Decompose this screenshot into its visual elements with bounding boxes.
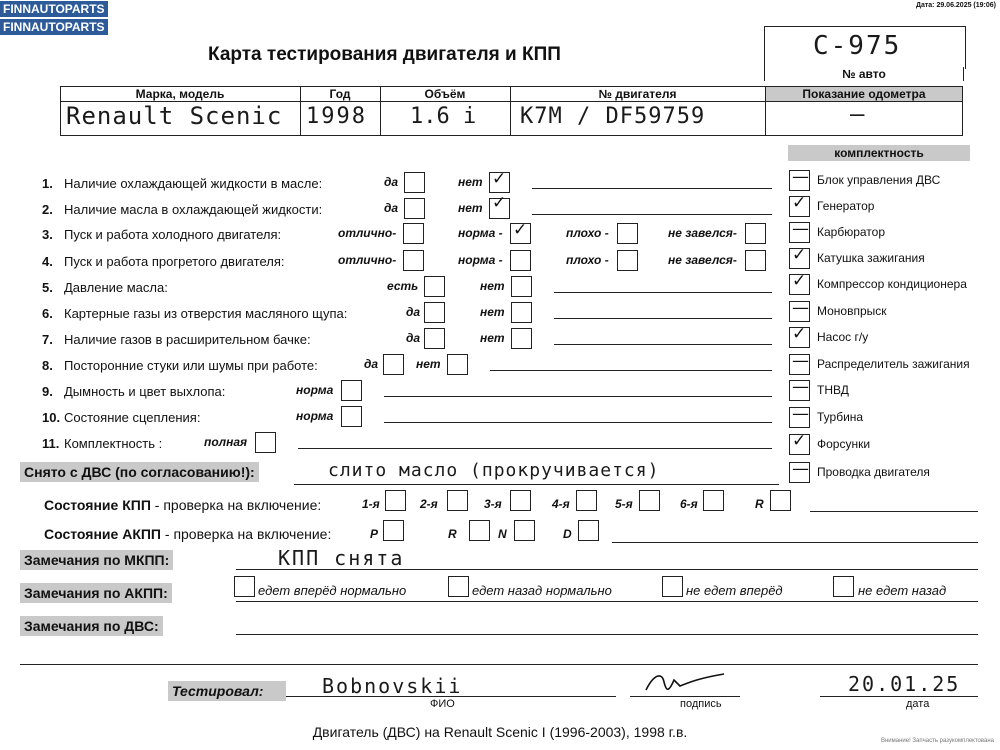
komplekt-mark-11: ✓ — [792, 431, 807, 451]
akpp-remark-1-label: едет вперёд нормально — [258, 583, 407, 598]
value-year: 1998 — [306, 104, 367, 129]
komplekt-item-9: ТНВД — [817, 383, 849, 397]
question-7-text: Наличие газов в расширительном бачке: — [64, 332, 311, 347]
fill-line — [236, 601, 978, 602]
date-label: дата — [906, 698, 930, 710]
option-ne-zavelsya: не завелся- — [668, 253, 737, 267]
date-value: 20.01.25 — [848, 672, 961, 696]
option-net: нет — [458, 175, 483, 189]
akpp-gear-label: D — [563, 527, 572, 541]
option-net: нет — [416, 357, 441, 371]
fill-line — [554, 292, 772, 293]
komplekt-title: комплектность — [788, 145, 970, 161]
question-11-text: Комплектность : — [64, 436, 163, 451]
question-10-number: 10. — [42, 410, 61, 425]
akpp-gear-1-checkbox[interactable] — [383, 520, 404, 541]
akpp-label: Состояние АКПП - проверка на включение: — [44, 526, 332, 542]
question-1-da-checkbox[interactable] — [404, 172, 425, 193]
question-5-text: Давление масла: — [64, 280, 168, 295]
akpp-remark-2-checkbox[interactable] — [448, 576, 469, 597]
question-1-number: 1. — [42, 176, 53, 191]
value-odometer: — — [850, 100, 867, 128]
option-net: нет — [480, 331, 505, 345]
question-4-number: 4. — [42, 254, 53, 269]
question-4-norma-checkbox[interactable] — [510, 250, 531, 271]
komplekt-item-4: Катушка зажигания — [817, 251, 925, 265]
akpp-remark-1-checkbox[interactable] — [234, 576, 255, 597]
fill-line — [554, 344, 772, 345]
tester-name: Bobnovskii — [322, 674, 463, 698]
question-7-net-checkbox[interactable] — [511, 328, 532, 349]
komplekt-item-2: Генератор — [817, 199, 875, 213]
option-da: да — [364, 357, 379, 371]
question-5-net-checkbox[interactable] — [511, 276, 532, 297]
komplekt-mark-5: ✓ — [792, 271, 807, 291]
option-ne-zavelsya: не завелся- — [668, 226, 737, 240]
question-7-da-checkbox[interactable] — [424, 328, 445, 349]
option-net: нет — [480, 305, 505, 319]
kpp-gear-1-checkbox[interactable] — [385, 490, 406, 511]
col-odometer: Показание одометра — [766, 87, 962, 101]
option-da: да — [406, 305, 421, 319]
kpp-gear-7-checkbox[interactable] — [770, 490, 791, 511]
tested-label: Тестировал: — [168, 681, 286, 701]
komplekt-mark-8: — — [792, 351, 809, 371]
akpp-remark-3-label: не едет вперёд — [686, 583, 783, 598]
question-4-ploho-checkbox[interactable] — [617, 250, 638, 271]
kpp-gear-label: 4-я — [552, 497, 570, 511]
auto-number-label: № авто — [764, 67, 964, 81]
removed-note: слито масло (прокручивается) — [328, 460, 660, 481]
mkpp-remarks-note: КПП снята — [278, 546, 405, 570]
question-7-number: 7. — [42, 332, 53, 347]
page-title: Карта тестирования двигателя и КПП — [208, 44, 561, 65]
akpp-gear-2-checkbox[interactable] — [469, 520, 490, 541]
question-6-text: Картерные газы из отверстия масляного щупа: — [64, 306, 348, 321]
value-engine-no: K7M / DF59759 — [520, 104, 706, 129]
option-ploho: плохо - — [566, 226, 609, 240]
fill-line — [384, 422, 772, 423]
col-model: Марка, модель — [135, 87, 225, 101]
option-net: нет — [458, 201, 483, 215]
option-ploho: плохо - — [566, 253, 609, 267]
komplekt-mark-7: ✓ — [792, 324, 807, 344]
komplekt-item-11: Форсунки — [817, 437, 871, 451]
removed-label: Снято с ДВС (по согласованию!): — [20, 462, 259, 482]
kpp-gear-label: R — [755, 497, 764, 511]
kpp-gear-label: 6-я — [680, 497, 698, 511]
question-6-number: 6. — [42, 306, 53, 321]
question-3-text: Пуск и работа холодного двигателя: — [64, 227, 282, 242]
col-year: Год — [329, 87, 351, 101]
fill-line — [554, 318, 772, 319]
question-1-text: Наличие охлаждающей жидкости в масле: — [64, 176, 323, 191]
caption: Двигатель (ДВС) на Renault Scenic I (1996-2003), 1998 г.в. — [312, 724, 688, 740]
watermark: Внимание! Запчасть разукомплектована — [880, 738, 994, 744]
akpp-remark-4-label: не едет назад — [858, 583, 947, 598]
option-polnaya: полная — [204, 435, 248, 449]
akpp-remark-4-checkbox[interactable] — [833, 576, 854, 597]
akpp-remark-2-label: едет назад нормально — [472, 583, 612, 598]
auto-number-box — [764, 26, 966, 69]
question-11-number: 11. — [42, 436, 60, 451]
komplekt-mark-9: — — [792, 377, 809, 397]
mkpp-remarks-label: Замечания по МКПП: — [20, 550, 173, 570]
col-engine-no: № двигателя — [598, 87, 677, 101]
kpp-gear-label: 5-я — [615, 497, 633, 511]
question-6-da-checkbox[interactable] — [424, 302, 445, 323]
question-3-ploho-checkbox[interactable] — [617, 223, 638, 244]
komplekt-item-1: Блок управления ДВС — [817, 173, 941, 187]
option-da: да — [384, 175, 399, 189]
fill-line — [532, 188, 772, 189]
question-8-net-checkbox[interactable] — [447, 354, 468, 375]
brand-logo: FINNAUTOPARTS — [0, 1, 108, 17]
option-da: да — [384, 201, 399, 215]
fill-line — [490, 370, 772, 371]
question-2-text: Наличие масла в охлаждающей жидкости: — [64, 202, 323, 217]
question-9-norma-checkbox[interactable] — [341, 380, 362, 401]
akpp-gear-label: R — [448, 527, 457, 541]
komplekt-item-10: Турбина — [817, 410, 864, 424]
option-norma: норма — [296, 409, 334, 423]
question-2-check-mark: ✓ — [492, 193, 507, 213]
question-9-number: 9. — [42, 384, 53, 399]
question-10-norma-checkbox[interactable] — [341, 406, 362, 427]
kpp-gear-5-checkbox[interactable] — [639, 490, 660, 511]
komplekt-item-12: Проводка двигателя — [817, 465, 930, 479]
akpp-gear-4-checkbox[interactable] — [578, 520, 599, 541]
auto-number-value: C-975 — [813, 31, 902, 61]
option-est: есть — [387, 279, 419, 293]
question-8-number: 8. — [42, 358, 53, 373]
akpp-gear-label: P — [370, 527, 379, 541]
komplekt-item-6: Моновпрыск — [817, 304, 887, 318]
question-2-number: 2. — [42, 202, 53, 217]
fill-line — [298, 448, 772, 449]
brand-logo-secondary: FINNAUTOPARTS — [0, 19, 108, 35]
komplekt-mark-12: — — [792, 459, 809, 479]
question-2-da-checkbox[interactable] — [404, 198, 425, 219]
option-net: нет — [480, 279, 505, 293]
kpp-gear-label: 2-я — [420, 497, 438, 511]
header-table — [60, 86, 963, 136]
question-3-check-mark: ✓ — [513, 220, 528, 240]
akpp-gear-label: N — [498, 527, 507, 541]
question-3-otlichno-checkbox[interactable] — [403, 223, 424, 244]
fio-label: ФИО — [430, 698, 455, 710]
question-5-est-checkbox[interactable] — [424, 276, 445, 297]
question-4-text: Пуск и работа прогретого двигателя: — [64, 254, 285, 269]
option-da: да — [406, 331, 421, 345]
print-date: Дата: 29.06.2025 (19:06) — [915, 2, 996, 9]
question-9-text: Дымность и цвет выхлопа: — [64, 384, 226, 399]
fill-line — [384, 396, 772, 397]
fill-line — [532, 214, 772, 215]
question-3-ne-zavelsya-checkbox[interactable] — [745, 223, 766, 244]
question-11-polnaya-checkbox[interactable] — [255, 432, 276, 453]
akpp-remarks-label: Замечания по АКПП: — [20, 583, 172, 603]
komplekt-mark-6: — — [792, 298, 809, 318]
komplekt-mark-4: ✓ — [792, 245, 807, 265]
question-1-check-mark: ✓ — [492, 169, 507, 189]
dvs-remarks-label: Замечания по ДВС: — [20, 616, 163, 636]
col-volume: Объём — [424, 87, 466, 101]
komplekt-item-5: Компрессор кондиционера — [817, 277, 967, 291]
kpp-gear-2-checkbox[interactable] — [447, 490, 468, 511]
option-norma: норма — [296, 383, 334, 397]
kpp-gear-label: 1-я — [362, 497, 380, 511]
kpp-gear-label: 3-я — [484, 497, 502, 511]
question-8-text: Посторонние стуки или шумы при работе: — [64, 358, 318, 373]
komplekt-item-3: Карбюратор — [817, 225, 886, 239]
komplekt-mark-10: — — [792, 404, 809, 424]
value-volume: 1.6 i — [410, 104, 477, 129]
question-4-otlichno-checkbox[interactable] — [403, 250, 424, 271]
komplekt-mark-1: — — [792, 167, 809, 187]
value-model: Renault Scenic — [66, 102, 283, 130]
question-6-net-checkbox[interactable] — [511, 302, 532, 323]
question-10-text: Состояние сцепления: — [64, 410, 201, 425]
podpis-label: подпись — [680, 698, 722, 710]
question-8-da-checkbox[interactable] — [383, 354, 404, 375]
option-norma: норма - — [458, 253, 503, 267]
kpp-gear-6-checkbox[interactable] — [703, 490, 724, 511]
option-otlichno: отлично- — [338, 226, 397, 240]
kpp-label: Состояние КПП - проверка на включение: — [44, 497, 322, 513]
komplekt-mark-2: ✓ — [792, 193, 807, 213]
komplekt-item-8: Распределитель зажигания — [817, 357, 970, 371]
question-4-ne-zavelsya-checkbox[interactable] — [745, 250, 766, 271]
kpp-gear-4-checkbox[interactable] — [576, 490, 597, 511]
question-5-number: 5. — [42, 280, 53, 295]
option-otlichno: отлично- — [338, 253, 397, 267]
akpp-gear-3-checkbox[interactable] — [514, 520, 535, 541]
option-norma: норма - — [458, 226, 503, 240]
akpp-remark-3-checkbox[interactable] — [662, 576, 683, 597]
question-3-number: 3. — [42, 227, 53, 242]
kpp-gear-3-checkbox[interactable] — [510, 490, 531, 511]
komplekt-mark-3: — — [792, 219, 809, 239]
komplekt-item-7: Насос г/у — [817, 330, 869, 344]
